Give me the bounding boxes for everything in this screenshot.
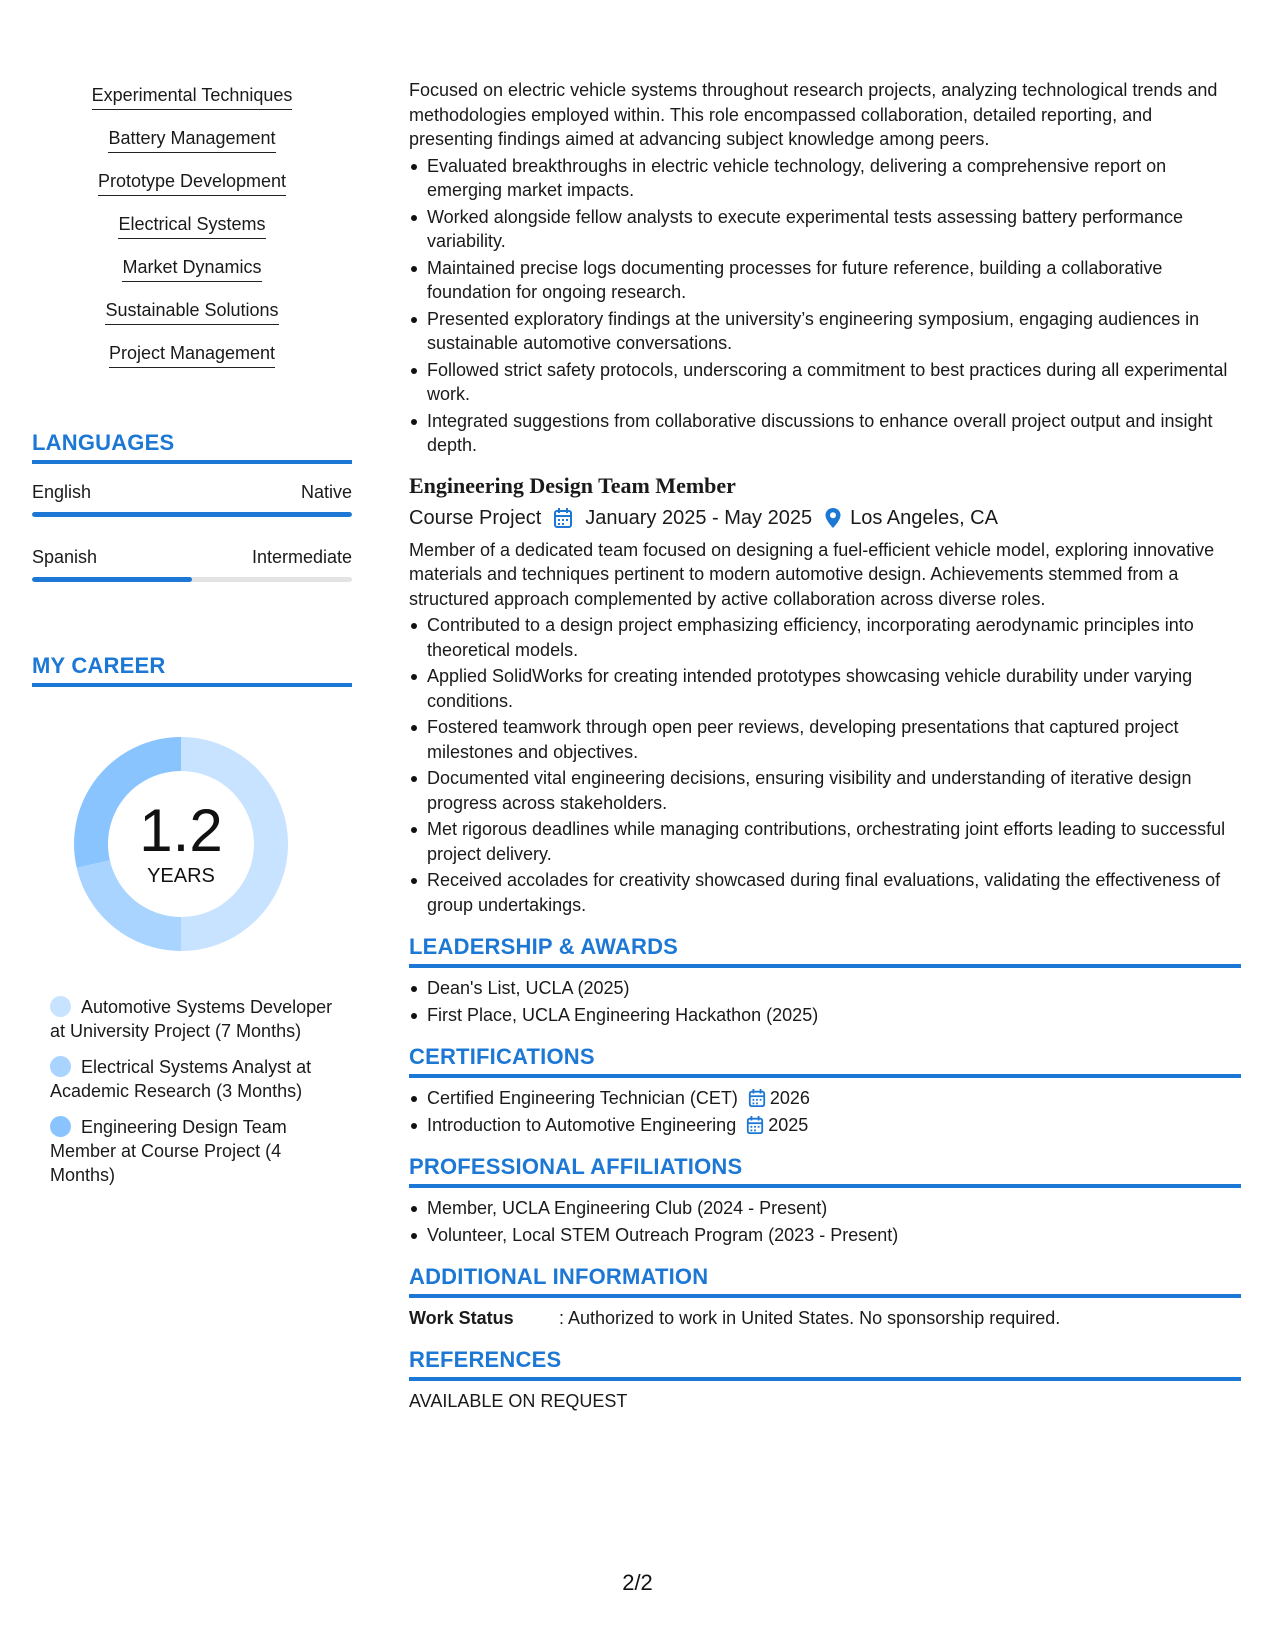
- page-number: 2/2: [622, 1570, 653, 1595]
- bullet-item: Met rigorous deadlines while managing contributions, orchestrating joint efforts leading to successful project delivery.: [409, 817, 1241, 866]
- legend-dot: [50, 1116, 71, 1137]
- bullet-item: First Place, UCLA Engineering Hackathon (2025): [409, 1003, 1241, 1028]
- bullet-item: Worked alongside fellow analysts to execute experimental tests assessing battery performance variability.: [409, 205, 1241, 254]
- left-column: [32, 84, 352, 1199]
- legend-item: [50, 995, 340, 1043]
- experience-bullets: [409, 154, 1241, 458]
- bullet-item: Contributed to a design project emphasizing efficiency, incorporating aerodynamic principles into theoretical models.: [409, 613, 1241, 662]
- skill-label: Market Dynamics: [122, 256, 261, 282]
- references-text: AVAILABLE ON REQUEST: [409, 1391, 628, 1411]
- job-summary: Member of a dedicated team focused on designing a fuel-efficient vehicle model, exploring innovative materials and techniques pertinent to modern automotive design. Achievements stemmed from a structured approach complemented by active collaboration across diverse roles.: [409, 539, 1215, 609]
- language-proficiency-bar: [32, 577, 352, 582]
- job-bullets: [409, 613, 1241, 917]
- job-organization: Course Project: [409, 506, 542, 529]
- language-name: English: [32, 482, 92, 502]
- skill-label: Experimental Techniques: [92, 84, 293, 110]
- experience-summary: Focused on electric vehicle systems throughout research projects, analyzing technological trends and methodologies employed within. This role encompassed collaboration, detailed reporting, and presenting findings aimed at advancing subject knowledge among peers.: [409, 80, 1218, 149]
- skill-item: [105, 299, 278, 325]
- certifications-list: [409, 1086, 1241, 1137]
- language-proficiency-bar: [32, 512, 352, 517]
- legend-dot: [50, 1056, 71, 1077]
- bullet-item: Followed strict safety protocols, underscoring a commitment to best practices during all experimental work.: [409, 358, 1241, 407]
- languages-heading: LANGUAGES: [32, 429, 352, 464]
- job-meta: [409, 504, 1241, 532]
- skills-list: [32, 84, 352, 385]
- certification-name: Introduction to Automotive Engineering: [427, 1114, 737, 1135]
- skill-label: Prototype Development: [98, 170, 286, 196]
- skill-item: [108, 127, 275, 153]
- certification-year: 2026: [769, 1088, 810, 1108]
- skill-item: [118, 213, 265, 239]
- bullet-item: Volunteer, Local STEM Outreach Program (2023 - Present): [409, 1223, 1241, 1248]
- calendar-icon: [746, 1115, 764, 1135]
- certification-item: [409, 1113, 1241, 1138]
- legend-label: Electrical Systems Analyst at Academic Research (3 Months): [50, 1057, 312, 1101]
- language-row-spanish: [32, 545, 352, 582]
- bullet-item: Documented vital engineering decisions, ensuring visibility and understanding of iterative design progress across stakeholders.: [409, 766, 1241, 815]
- legend-item: [50, 1055, 340, 1103]
- right-column: [409, 78, 1241, 1414]
- legend-label: Automotive Systems Developer at University Project (7 Months): [50, 997, 333, 1041]
- donut-center: [66, 729, 296, 959]
- leadership-heading: LEADERSHIP & AWARDS: [409, 933, 1241, 968]
- skill-item: [92, 84, 293, 110]
- skill-item: [109, 342, 275, 368]
- skill-item: [122, 256, 261, 282]
- location-pin-icon: [824, 507, 842, 529]
- references-heading: REFERENCES: [409, 1346, 1241, 1381]
- calendar-icon: [553, 507, 573, 529]
- certification-year: 2025: [768, 1114, 809, 1135]
- bullet-item: Integrated suggestions from collaborative discussions to enhance overall project output and insight depth.: [409, 409, 1241, 458]
- job-dates: January 2025 - May 2025: [585, 506, 813, 529]
- bullet-item: Presented exploratory findings at the university’s engineering symposium, engaging audiences in sustainable automotive conversations.: [409, 307, 1241, 356]
- bullet-item: Dean's List, UCLA (2025): [409, 976, 1241, 1001]
- work-status-label: Work Status: [409, 1308, 514, 1328]
- language-proficiency-fill: [32, 512, 352, 517]
- skill-label: Electrical Systems: [118, 213, 265, 239]
- additional-info-heading: ADDITIONAL INFORMATION: [409, 1263, 1241, 1298]
- career-total-years: 1.2: [139, 797, 223, 864]
- bullet-item: Received accolades for creativity showcased during final evaluations, validating the effectiveness of group undertakings.: [409, 868, 1241, 917]
- certification-name: Certified Engineering Technician (CET): [427, 1088, 738, 1108]
- work-status-value: : Authorized to work in United States. No sponsorship required.: [559, 1308, 1061, 1328]
- career-heading: MY CAREER: [32, 652, 352, 687]
- job-title: Engineering Design Team Member: [409, 472, 736, 498]
- legend-dot: [50, 996, 71, 1017]
- bullet-item: Applied SolidWorks for creating intended prototypes showcasing vehicle durability under varying conditions.: [409, 664, 1241, 713]
- certifications-heading: CERTIFICATIONS: [409, 1043, 1241, 1078]
- skill-item: [98, 170, 286, 196]
- legend-item: [50, 1115, 340, 1187]
- language-level: Native: [300, 482, 352, 502]
- language-level: Intermediate: [251, 547, 352, 567]
- work-status-row: [409, 1306, 1241, 1330]
- skill-label: Project Management: [109, 342, 275, 368]
- job-location: Los Angeles, CA: [850, 506, 998, 529]
- career-legend: [50, 995, 340, 1187]
- skill-label: Sustainable Solutions: [105, 299, 278, 325]
- skill-label: Battery Management: [108, 127, 275, 153]
- career-donut-chart: [66, 729, 296, 959]
- affiliations-list: [409, 1196, 1241, 1247]
- language-proficiency-fill: [32, 577, 192, 582]
- calendar-icon: [748, 1088, 766, 1108]
- career-total-unit: YEARS: [147, 865, 215, 887]
- legend-label: Engineering Design Team Member at Course Project (4 Months): [50, 1117, 287, 1185]
- bullet-item: Evaluated breakthroughs in electric vehicle technology, delivering a comprehensive report on emerging market impacts.: [409, 154, 1241, 203]
- language-row-english: [32, 480, 352, 517]
- bullet-item: Fostered teamwork through open peer reviews, developing presentations that captured project milestones and objectives.: [409, 715, 1241, 764]
- leadership-list: [409, 976, 1241, 1027]
- affiliations-heading: PROFESSIONAL AFFILIATIONS: [409, 1153, 1241, 1188]
- bullet-item: Member, UCLA Engineering Club (2024 - Present): [409, 1196, 1241, 1221]
- certification-item: [409, 1086, 1241, 1111]
- bullet-item: Maintained precise logs documenting processes for future reference, building a collaborative foundation for ongoing research.: [409, 256, 1241, 305]
- language-name: Spanish: [32, 547, 98, 567]
